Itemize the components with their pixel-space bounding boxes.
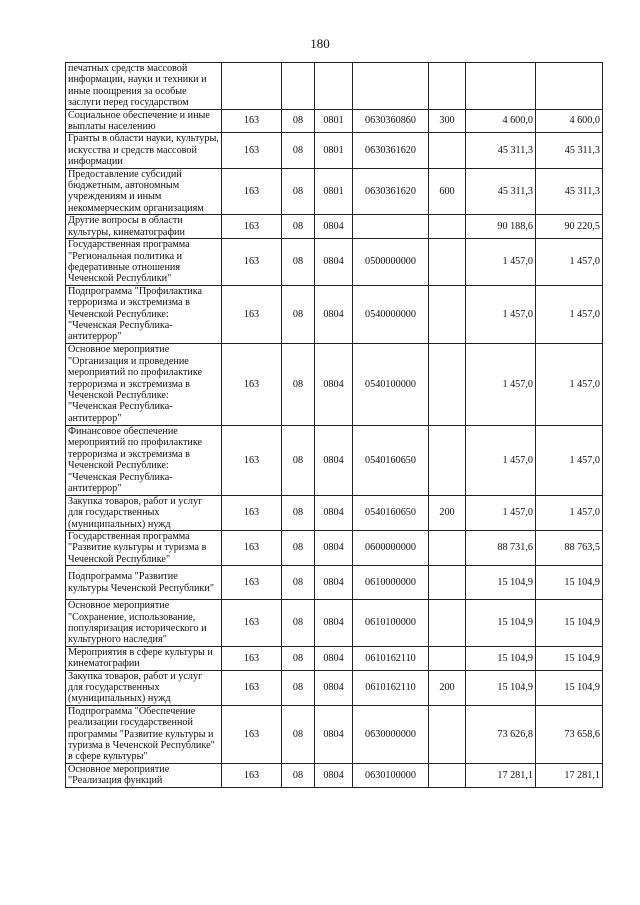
row-amount-year2-cell: 15 104,9: [536, 600, 603, 647]
row-amount-year1-cell: 45 311,3: [466, 168, 536, 215]
table-row: [66, 705, 603, 763]
row-amount-year2-cell: 1 457,0: [536, 495, 603, 530]
row-code-cell: 163: [222, 285, 282, 343]
page-number: 180: [310, 36, 330, 51]
row-expense-type-cell: [429, 63, 466, 110]
row-amount-year1-cell: 4 600,0: [466, 109, 536, 133]
row-expense-type-cell: [429, 530, 466, 565]
row-amount-year2-cell: 1 457,0: [536, 239, 603, 286]
row-code-cell: 163: [222, 239, 282, 286]
table-row: [66, 239, 603, 286]
row-code-cell: 163: [222, 343, 282, 425]
row-name-cell: Другие вопросы в области культуры, кинематографии: [66, 215, 222, 239]
row-subsection-cell: 0804: [315, 495, 353, 530]
row-name-cell: Государственная программа "Развитие культуры и туризма в Чеченской Республике": [66, 530, 222, 565]
row-subsection-cell: 0804: [315, 425, 353, 495]
row-section-cell: 08: [282, 239, 315, 286]
row-amount-year2-cell: 1 457,0: [536, 285, 603, 343]
row-target-article-cell: 0540160650: [353, 495, 429, 530]
row-section-cell: 08: [282, 530, 315, 565]
row-name-cell: Предоставление субсидий бюджетным, автономным учреждениям и иным некоммерческим организациям: [66, 168, 222, 215]
row-subsection-cell: 0804: [315, 343, 353, 425]
row-target-article-cell: 0630361620: [353, 168, 429, 215]
row-amount-year1-cell: 17 281,1: [466, 763, 536, 787]
row-subsection-cell: 0804: [315, 600, 353, 647]
table-row: [66, 495, 603, 530]
row-target-article-cell: 0630100000: [353, 763, 429, 787]
row-target-article-cell: 0630000000: [353, 705, 429, 763]
row-target-article-cell: 0540160650: [353, 425, 429, 495]
row-target-article-cell: 0610000000: [353, 566, 429, 600]
row-subsection-cell: 0804: [315, 646, 353, 670]
row-code-cell: 163: [222, 763, 282, 787]
table-row: [66, 600, 603, 647]
row-subsection-cell: 0804: [315, 530, 353, 565]
table-body: [66, 63, 603, 788]
row-name-cell: Государственная программа "Региональная политика и федеративные отношения Чеченской Республики": [66, 239, 222, 286]
row-amount-year2-cell: 17 281,1: [536, 763, 603, 787]
row-section-cell: 08: [282, 343, 315, 425]
row-amount-year2-cell: 45 311,3: [536, 133, 603, 168]
row-expense-type-cell: 600: [429, 168, 466, 215]
row-amount-year1-cell: 15 104,9: [466, 600, 536, 647]
row-code-cell: 163: [222, 530, 282, 565]
table-row: [66, 285, 603, 343]
row-subsection-cell: [315, 63, 353, 110]
row-amount-year1-cell: 1 457,0: [466, 425, 536, 495]
row-amount-year1-cell: 1 457,0: [466, 285, 536, 343]
row-subsection-cell: 0804: [315, 215, 353, 239]
row-target-article-cell: 0610100000: [353, 600, 429, 647]
row-subsection-cell: 0804: [315, 670, 353, 705]
row-name-cell: Подпрограмма "Развитие культуры Чеченской Республики": [66, 566, 222, 600]
row-target-article-cell: 0610162110: [353, 670, 429, 705]
table-row: [66, 530, 603, 565]
row-subsection-cell: 0804: [315, 705, 353, 763]
row-subsection-cell: 0804: [315, 239, 353, 286]
row-expense-type-cell: [429, 646, 466, 670]
row-amount-year1-cell: 1 457,0: [466, 495, 536, 530]
row-amount-year2-cell: 15 104,9: [536, 670, 603, 705]
row-amount-year2-cell: 15 104,9: [536, 646, 603, 670]
row-subsection-cell: 0804: [315, 285, 353, 343]
row-code-cell: 163: [222, 600, 282, 647]
row-name-cell: печатных средств массовой информации, науки и техники и иные поощрения за особые заслуги перед государством: [66, 63, 222, 110]
row-section-cell: 08: [282, 600, 315, 647]
row-code-cell: 163: [222, 495, 282, 530]
row-code-cell: 163: [222, 215, 282, 239]
row-amount-year2-cell: 90 220,5: [536, 215, 603, 239]
row-code-cell: 163: [222, 670, 282, 705]
table-row: [66, 63, 603, 110]
row-code-cell: 163: [222, 168, 282, 215]
row-target-article-cell: 0600000000: [353, 530, 429, 565]
row-subsection-cell: 0801: [315, 109, 353, 133]
row-name-cell: Закупка товаров, работ и услуг для государственных (муниципальных) нужд: [66, 495, 222, 530]
row-amount-year1-cell: 90 188,6: [466, 215, 536, 239]
row-expense-type-cell: [429, 285, 466, 343]
row-expense-type-cell: [429, 133, 466, 168]
row-expense-type-cell: [429, 239, 466, 286]
row-amount-year2-cell: 73 658,6: [536, 705, 603, 763]
row-expense-type-cell: [429, 763, 466, 787]
table-row: [66, 646, 603, 670]
table-row: [66, 133, 603, 168]
row-amount-year2-cell: 15 104,9: [536, 566, 603, 600]
row-code-cell: 163: [222, 646, 282, 670]
row-section-cell: 08: [282, 168, 315, 215]
row-amount-year1-cell: [466, 63, 536, 110]
row-code-cell: 163: [222, 109, 282, 133]
row-subsection-cell: 0801: [315, 168, 353, 215]
row-amount-year2-cell: 4 600,0: [536, 109, 603, 133]
row-section-cell: 08: [282, 495, 315, 530]
row-subsection-cell: 0801: [315, 133, 353, 168]
row-amount-year1-cell: 15 104,9: [466, 646, 536, 670]
row-expense-type-cell: [429, 600, 466, 647]
row-section-cell: 08: [282, 705, 315, 763]
table-row: [66, 566, 603, 600]
row-expense-type-cell: [429, 215, 466, 239]
row-target-article-cell: 0540000000: [353, 285, 429, 343]
row-target-article-cell: [353, 63, 429, 110]
row-expense-type-cell: [429, 566, 466, 600]
row-amount-year2-cell: 45 311,3: [536, 168, 603, 215]
table-row: [66, 670, 603, 705]
row-name-cell: Подпрограмма "Обеспечение реализации государственной программы "Развитие культуры и туризма в Чеченской Республике" в сфере культуры": [66, 705, 222, 763]
row-name-cell: Основное мероприятие "Организация и проведение мероприятий по профилактике терроризма и экстремизма в Чеченской Республике: "Чеченская Республика-антитеррор": [66, 343, 222, 425]
row-subsection-cell: 0804: [315, 566, 353, 600]
table-row: [66, 425, 603, 495]
row-target-article-cell: 0610162110: [353, 646, 429, 670]
row-amount-year1-cell: 1 457,0: [466, 239, 536, 286]
row-expense-type-cell: 200: [429, 670, 466, 705]
row-target-article-cell: [353, 215, 429, 239]
row-amount-year1-cell: 15 104,9: [466, 566, 536, 600]
row-expense-type-cell: [429, 343, 466, 425]
row-code-cell: 163: [222, 566, 282, 600]
row-amount-year1-cell: 73 626,8: [466, 705, 536, 763]
row-section-cell: 08: [282, 646, 315, 670]
row-expense-type-cell: 200: [429, 495, 466, 530]
row-expense-type-cell: [429, 705, 466, 763]
row-name-cell: Финансовое обеспечение мероприятий по профилактике терроризма и экстремизма в Чеченской Республике: "Чеченская Республика-антитеррор": [66, 425, 222, 495]
row-name-cell: Основное мероприятие "Реализация функций: [66, 763, 222, 787]
row-amount-year1-cell: 88 731,6: [466, 530, 536, 565]
row-name-cell: Подпрограмма "Профилактика терроризма и экстремизма в Чеченской Республике: "Чеченская Республика-антитеррор": [66, 285, 222, 343]
table-row: [66, 168, 603, 215]
table-row: [66, 215, 603, 239]
row-section-cell: 08: [282, 109, 315, 133]
row-target-article-cell: 0540100000: [353, 343, 429, 425]
row-name-cell: Мероприятия в сфере культуры и кинематографии: [66, 646, 222, 670]
row-section-cell: 08: [282, 285, 315, 343]
row-amount-year1-cell: 45 311,3: [466, 133, 536, 168]
row-code-cell: 163: [222, 133, 282, 168]
row-amount-year2-cell: 88 763,5: [536, 530, 603, 565]
row-expense-type-cell: 300: [429, 109, 466, 133]
row-target-article-cell: 0500000000: [353, 239, 429, 286]
row-code-cell: 163: [222, 425, 282, 495]
row-section-cell: [282, 63, 315, 110]
row-section-cell: 08: [282, 763, 315, 787]
row-amount-year2-cell: 1 457,0: [536, 425, 603, 495]
row-name-cell: Социальное обеспечение и иные выплаты населению: [66, 109, 222, 133]
table-row: [66, 343, 603, 425]
row-amount-year1-cell: 1 457,0: [466, 343, 536, 425]
table-row: [66, 109, 603, 133]
row-section-cell: 08: [282, 133, 315, 168]
row-section-cell: 08: [282, 425, 315, 495]
row-target-article-cell: 0630361620: [353, 133, 429, 168]
row-target-article-cell: 0630360860: [353, 109, 429, 133]
row-subsection-cell: 0804: [315, 763, 353, 787]
row-amount-year2-cell: 1 457,0: [536, 343, 603, 425]
row-section-cell: 08: [282, 215, 315, 239]
row-name-cell: Закупка товаров, работ и услуг для государственных (муниципальных) нужд: [66, 670, 222, 705]
row-amount-year1-cell: 15 104,9: [466, 670, 536, 705]
row-amount-year2-cell: [536, 63, 603, 110]
table-row: [66, 763, 603, 787]
row-name-cell: Гранты в области науки, культуры, искусства и средств массовой информации: [66, 133, 222, 168]
row-expense-type-cell: [429, 425, 466, 495]
row-section-cell: 08: [282, 566, 315, 600]
row-code-cell: 163: [222, 705, 282, 763]
row-section-cell: 08: [282, 670, 315, 705]
row-code-cell: [222, 63, 282, 110]
budget-table: [65, 62, 603, 788]
row-name-cell: Основное мероприятие "Сохранение, использование, популяризация исторического и культурного наследия": [66, 600, 222, 647]
